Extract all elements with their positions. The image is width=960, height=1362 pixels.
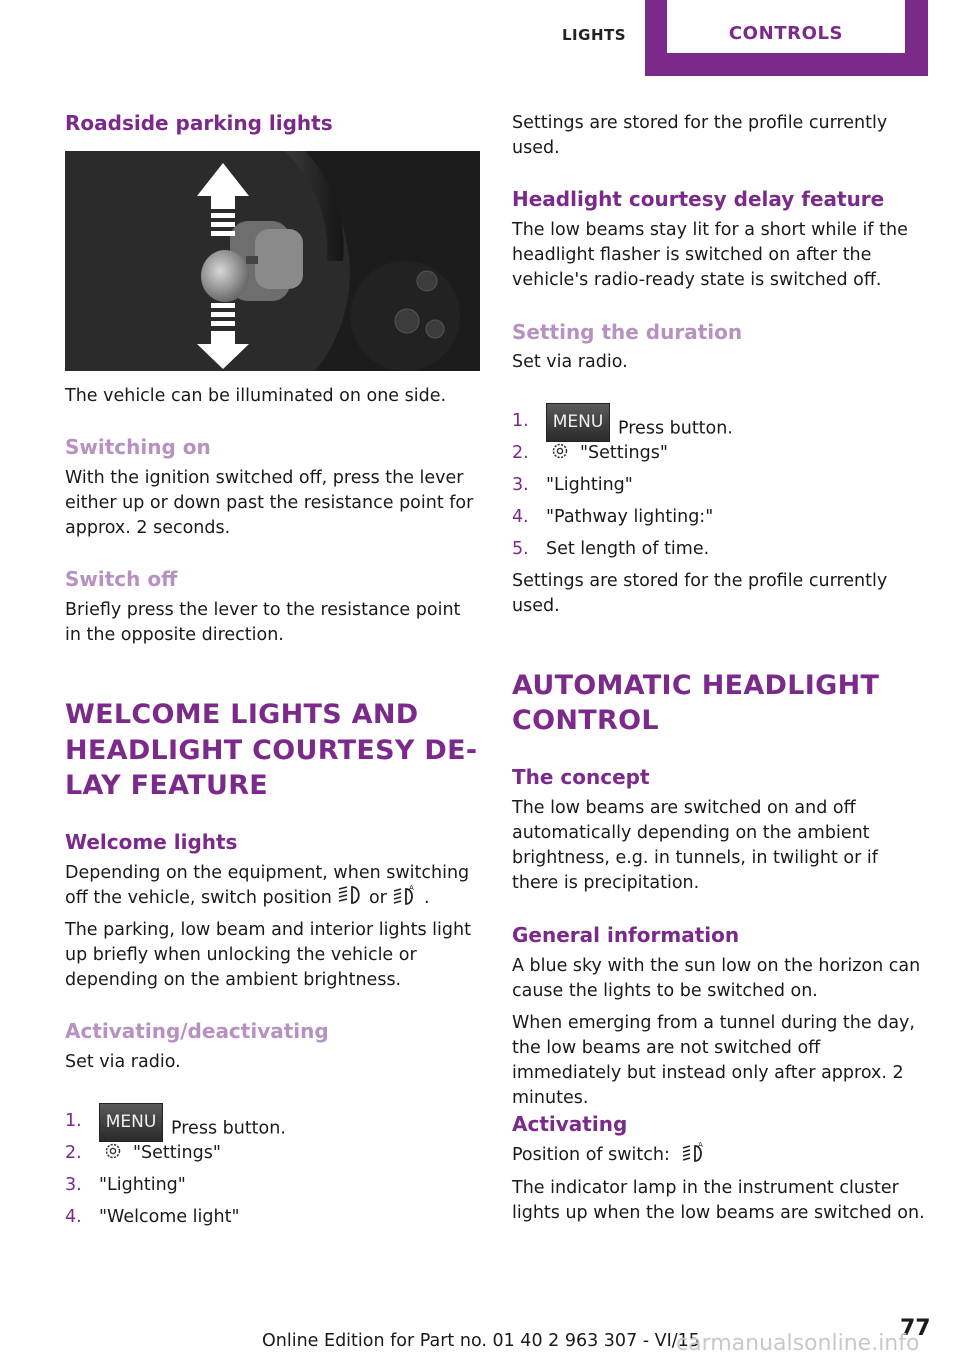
- list-text: "Settings": [133, 1143, 221, 1163]
- list-item: [512, 537, 928, 562]
- list-text: "Lighting": [546, 475, 633, 495]
- duration-title: Setting the duration: [512, 320, 743, 344]
- list-text: Press button.: [618, 418, 733, 439]
- list-text: "Lighting": [99, 1175, 186, 1195]
- menu-button[interactable]: MENU: [546, 403, 610, 442]
- list-text: "Settings": [580, 443, 668, 463]
- general-text-2: When emerging from a tunnel during the day, the low beams are not switched off immediately but instead only after approx. 2 minutes.: [512, 1013, 915, 1108]
- concept-title: The concept: [512, 765, 650, 789]
- switch-off-text: Briefly press the lever to the resistance point in the opposite direction.: [65, 600, 461, 645]
- list-item: [65, 1109, 477, 1139]
- switching-on-title: Switching on: [65, 435, 211, 459]
- lever-illustration: [65, 151, 480, 371]
- welcome-text-b: off the vehicle, switch position: [65, 888, 332, 908]
- auto-heading-line1: AUTOMATIC HEADLIGHT: [512, 670, 880, 701]
- activating-text: Set via radio.: [65, 1052, 181, 1072]
- gear-icon: [550, 441, 570, 461]
- list-number: 3.: [65, 1175, 82, 1195]
- welcome-text-a: Depending on the equipment, when switching: [65, 863, 470, 883]
- welcome-text-end: .: [424, 888, 430, 908]
- roadside-text: The vehicle can be illuminated on one side.: [65, 386, 447, 406]
- edition-footer: Online Edition for Part no. 01 40 2 963 307 - VI/15: [262, 1331, 700, 1351]
- svg-text:A: A: [409, 884, 415, 892]
- list-item: [65, 1173, 477, 1198]
- list-text: "Pathway lighting:": [546, 507, 714, 527]
- auto-headlight-icon: [681, 1141, 707, 1163]
- page-number: 77: [900, 1316, 931, 1341]
- activating-title: Activating/deactivating: [65, 1019, 329, 1043]
- indicator-text: The indicator lamp in the instrument cluster lights up when the low beams are switched on.: [512, 1178, 925, 1223]
- menu-button[interactable]: MENU: [99, 1103, 163, 1142]
- low-beam-icon: [337, 884, 363, 906]
- general-text-1: A blue sky with the sun low on the horizon can cause the lights to be switched on.: [512, 956, 921, 1001]
- welcome-heading-line1: WELCOME LIGHTS AND: [65, 699, 419, 730]
- welcome-heading-line3: LAY FEATURE: [65, 770, 269, 801]
- general-title: General information: [512, 923, 740, 947]
- chapter-tab: [645, 0, 928, 76]
- activating-title: Activating: [512, 1112, 628, 1136]
- list-number: 3.: [512, 475, 529, 495]
- auto-heading-line2: CONTROL: [512, 705, 659, 736]
- switch-position-text: Position of switch:: [512, 1145, 670, 1165]
- chapter-label: CONTROLS: [728, 23, 844, 44]
- welcome-text2: The parking, low beam and interior lights light up briefly when unlocking the vehicle or depending on the ambient brightness.: [65, 920, 471, 990]
- list-item: [512, 473, 928, 498]
- svg-text:A: A: [698, 1141, 704, 1149]
- list-text: Set length of time.: [546, 539, 710, 559]
- list-item: [512, 505, 928, 530]
- turn-signal-lever-photo: [65, 151, 480, 371]
- courtesy-text: The low beams stay lit for a short while if the headlight flasher is switched on after the vehicle's radio-ready state is switched off.: [512, 220, 908, 290]
- watermark: carmanualsonline.info: [676, 1331, 920, 1356]
- list-item: [512, 409, 928, 439]
- list-text: Press button.: [171, 1118, 286, 1139]
- list-item: [65, 1141, 477, 1166]
- section-label: LIGHTS: [562, 26, 627, 44]
- welcome-heading-line2: HEADLIGHT COURTESY DE-: [65, 735, 478, 766]
- welcome-title: Welcome lights: [65, 830, 238, 854]
- roadside-title: Roadside parking lights: [65, 111, 333, 135]
- auto-headlight-icon: [392, 884, 418, 906]
- stored-text: Settings are stored for the profile currently used.: [512, 113, 888, 158]
- switching-on-text: With the ignition switched off, press the lever either up or down past the resistance point for approx. 2 seconds.: [65, 468, 474, 538]
- list-item: [512, 441, 928, 466]
- duration-text: Set via radio.: [512, 352, 628, 372]
- list-number: 4.: [65, 1207, 82, 1227]
- list-number: 1.: [512, 411, 529, 431]
- list-item: [65, 1205, 477, 1230]
- list-number: 5.: [512, 539, 529, 559]
- switch-position-line: [512, 1143, 707, 1168]
- list-number: 4.: [512, 507, 529, 527]
- list-text: "Welcome light": [99, 1207, 240, 1227]
- welcome-text-or: or: [368, 888, 387, 908]
- list-number: 2.: [512, 443, 529, 463]
- welcome-text-b-line: [65, 886, 430, 911]
- list-number: 1.: [65, 1111, 82, 1131]
- list-number: 2.: [65, 1143, 82, 1163]
- switch-off-title: Switch off: [65, 567, 178, 591]
- concept-text: The low beams are switched on and off automatically depending on the ambient brightness, e.g. in tunnels, in twilight or if there is precipitation.: [512, 798, 878, 893]
- stored-text-2: Settings are stored for the profile currently used.: [512, 571, 888, 616]
- courtesy-title: Headlight courtesy delay feature: [512, 187, 885, 211]
- gear-icon: [103, 1141, 123, 1161]
